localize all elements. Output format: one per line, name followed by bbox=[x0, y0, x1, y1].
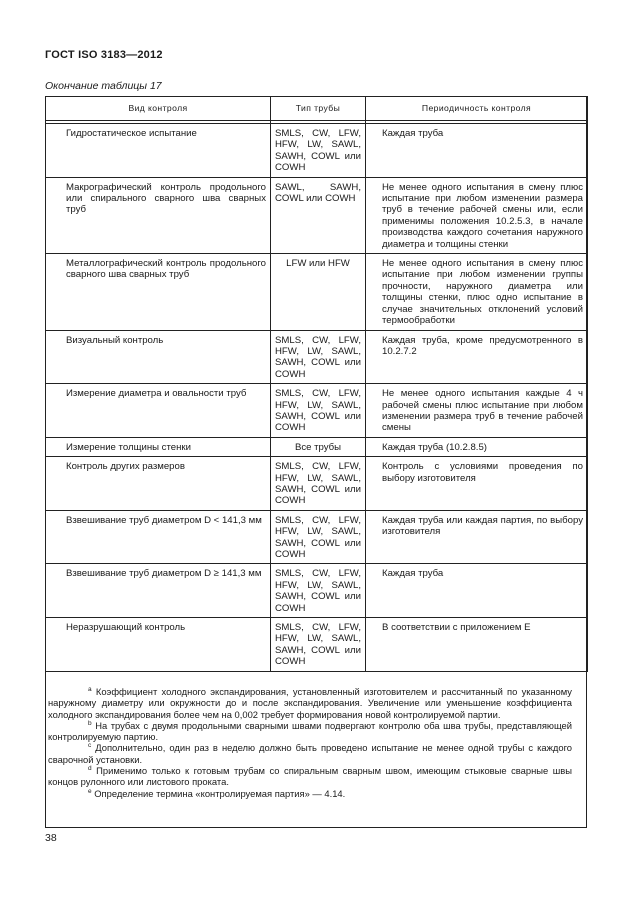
table-footnotes bbox=[48, 686, 572, 799]
cell-freq: В соответствии с приложением Е bbox=[366, 618, 588, 672]
table-row bbox=[46, 177, 588, 253]
table-row bbox=[46, 510, 588, 564]
inspection-table bbox=[45, 96, 588, 672]
cell-control: Измерение диаметра и овальности труб bbox=[46, 384, 271, 438]
footnote-mark: e bbox=[88, 787, 92, 795]
footnote-mark: a bbox=[88, 685, 92, 693]
footnote-e bbox=[48, 788, 572, 799]
footnote-b bbox=[48, 720, 572, 743]
cell-pipe: SMLS, CW, LFW, HFW, LW, SAWL, SAWH, COWL или COWH bbox=[271, 564, 366, 618]
cell-control: Макрографический контроль продольного или спирального сварного шва сварных труб bbox=[46, 177, 271, 253]
footnote-text: На трубах с двумя продольными сварными швами подвергают контролю оба шва трубы, представляющей контролируемую партию. bbox=[48, 719, 573, 743]
cell-pipe: SMLS, CW, LFW, HFW, LW, SAWL, SAWH, COWL или COWH bbox=[271, 618, 366, 672]
table-row bbox=[46, 124, 588, 178]
col-header-freq: Периодичность контроля bbox=[366, 97, 588, 121]
cell-control: Взвешивание труб диаметром D < 141,3 мм bbox=[46, 510, 271, 564]
footnote-mark: d bbox=[88, 764, 92, 772]
cell-control: Контроль других размеров bbox=[46, 457, 271, 511]
cell-control: Металлографический контроль продольного сварного шва сварных труб bbox=[46, 254, 271, 330]
cell-pipe: SMLS, CW, LFW, HFW, LW, SAWL, SAWH, COWL или COWH bbox=[271, 457, 366, 511]
footnote-text: Коэффициент холодного экспандирования, установленный изготовителем и рассчитанный по указанному наружному диаметру или окружности до и после экспандирования. Увеличение или уменьшение коэффициента холодного экспандирования более чем на 0,002 требует формирования новой контролируемой партии. bbox=[48, 686, 572, 720]
cell-pipe: SAWL, SAWH, COWL или COWH bbox=[271, 177, 366, 253]
table-row bbox=[46, 330, 588, 384]
cell-freq: Каждая труба (10.2.8.5) bbox=[366, 437, 588, 456]
footnote-d bbox=[48, 765, 572, 788]
cell-freq: Не менее одного испытания в смену плюс испытание при любом изменении размера труб в течение рабочей смены или, если применимы положения 10.2.5.3, в начале производства каждого сочетания наружного диаметра и толщины стенки bbox=[366, 177, 588, 253]
cell-pipe: SMLS, CW, LFW, HFW, LW, SAWL, SAWH, COWL или COWH bbox=[271, 510, 366, 564]
cell-pipe: Все трубы bbox=[271, 437, 366, 456]
table-row bbox=[46, 457, 588, 511]
cell-pipe: SMLS, CW, LFW, HFW, LW, SAWL, SAWH, COWL или COWH bbox=[271, 330, 366, 384]
table-row bbox=[46, 564, 588, 618]
footnote-c bbox=[48, 742, 572, 765]
footnote-a bbox=[48, 686, 572, 720]
cell-control: Взвешивание труб диаметром D ≥ 141,3 мм bbox=[46, 564, 271, 618]
cell-freq: Контроль с условиями проведения по выбору изготовителя bbox=[366, 457, 588, 511]
cell-freq: Не менее одного испытания в смену плюс испытание при любом изменении группы прочности, наружного диаметра или толщины стенки, плюс одно испытание в случае значительных отклонений условий термообработки bbox=[366, 254, 588, 330]
col-header-control: Вид контроля bbox=[46, 97, 271, 121]
footnote-text: Определение термина «контролируемая партия» — 4.14. bbox=[94, 787, 346, 799]
table-row bbox=[46, 254, 588, 330]
table-row bbox=[46, 437, 588, 456]
cell-control: Измерение толщины стенки bbox=[46, 437, 271, 456]
page-header-standard: ГОСТ ISO 3183—2012 bbox=[45, 49, 163, 61]
cell-pipe: LFW или HFW bbox=[271, 254, 366, 330]
cell-control: Визуальный контроль bbox=[46, 330, 271, 384]
col-header-pipe: Тип трубы bbox=[271, 97, 366, 121]
table-caption: Окончание таблицы 17 bbox=[45, 80, 162, 92]
footnote-text: Применимо только к готовым трубам со спиральным сварным швом, имеющим стыковые сварные швы концов рулонного или листового проката. bbox=[48, 765, 572, 788]
table-row bbox=[46, 618, 588, 672]
table-row bbox=[46, 384, 588, 438]
cell-freq: Каждая труба bbox=[366, 124, 588, 178]
page-number: 38 bbox=[45, 832, 57, 844]
table-header-row bbox=[46, 97, 588, 121]
cell-pipe: SMLS, CW, LFW, HFW, LW, SAWL, SAWH, COWL или COWH bbox=[271, 124, 366, 178]
cell-control: Неразрушающий контроль bbox=[46, 618, 271, 672]
cell-pipe: SMLS, CW, LFW, HFW, LW, SAWL, SAWH, COWL или COWH bbox=[271, 384, 366, 438]
cell-freq: Каждая труба, кроме предусмотренного в 10.2.7.2 bbox=[366, 330, 588, 384]
footnote-mark: b bbox=[88, 719, 92, 727]
cell-freq: Каждая труба bbox=[366, 564, 588, 618]
footnote-mark: c bbox=[88, 742, 92, 750]
cell-freq: Не менее одного испытания каждые 4 ч рабочей смены плюс испытание при любом изменении размера труб в течение рабочей смены bbox=[366, 384, 588, 438]
cell-freq: Каждая труба или каждая партия, по выбору изготовителя bbox=[366, 510, 588, 564]
cell-control: Гидростатическое испытание bbox=[46, 124, 271, 178]
footnote-text: Дополнительно, один раз в неделю должно быть проведено испытание не менее одной трубы с каждого сварочной установки. bbox=[48, 742, 572, 765]
